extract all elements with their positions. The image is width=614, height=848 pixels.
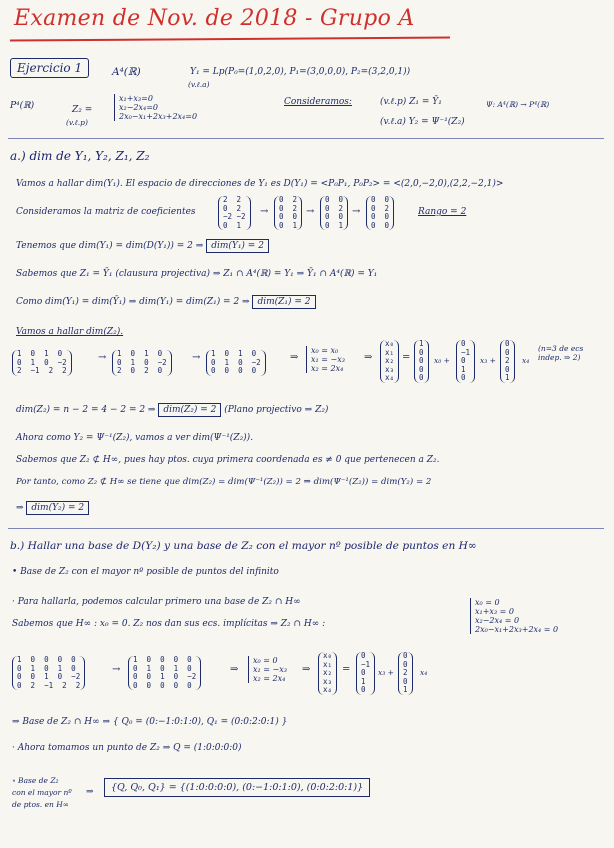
vector: 0 0 2 0 1 [500,340,515,383]
text-line: Vamos a hallar dim(Y₁). El espacio de direcciones de Y₁ es D(Y₁) = <P₀P₁, P₀P₂> = <(2,0,−2,0),(2,2,−2,1)> [16,179,504,189]
vector: x₀ x₁ x₂ x₃ x₄ [380,340,399,383]
coefficient: x₄ [420,668,428,677]
divider [8,528,604,529]
matrix: 1 0 1 0 0 1 0 −2 2 0 2 0 [112,350,172,376]
result-box: dim(Z₁) = 2 [252,295,315,309]
text-line: Sabemos que H∞ : x₀ = 0. Z₂ nos dan sus ecs. implícitas ⇒ Z₂ ∩ H∞ : [12,619,326,629]
rango-note: Rango = 2 [418,207,467,217]
equation: x₂−2x₄ = 0 [475,616,520,625]
title-underline [10,36,450,41]
consideramos-line-2: (v.ℓ.a) Y₂ = Ψ⁻¹(Z₂) [380,117,465,127]
equation: x₁+x₃=0 [119,94,153,103]
text-line: Vamos a hallar dim(Z₂). [16,327,124,337]
coefficient: x₃ + [378,668,394,677]
text-line: Consideramos la matriz de coeficientes [16,207,196,217]
matrix: 0 0 0 2 0 0 0 1 [320,196,348,230]
text-line: Por tanto, como Z₂ ⊄ H∞ se tiene que dim(Z₂) = dim(Ψ⁻¹(Z₂)) = 2 ⇒ dim(Ψ⁻¹(Z₂)) = dim(Y₂) = 2 [16,477,432,487]
arrow-icon: → [260,206,269,217]
consideramos-label: Consideramos: [284,97,352,107]
vector: 0 0 2 0 1 [398,652,413,695]
implies-icon: ⇒ [290,352,299,363]
coefficient: x₃ + [480,356,496,365]
vector: 1 0 0 0 0 [414,340,429,383]
vector: 0 −1 0 1 0 [456,340,475,383]
ejercicio-label: Ejercicio 1 [10,62,89,75]
result-box: dim(Y₁) = 2 [206,239,269,253]
matrix: 1 0 1 0 0 1 0 −2 0 0 0 0 [206,350,266,376]
matrix: 2 2 0 2 −2 −2 0 1 [218,196,251,230]
projective-space: P⁴(ℝ) [10,101,35,111]
vector: 0 −1 0 1 0 [356,652,375,695]
base-param-equations [248,656,287,683]
text-line: Ahora como Y₂ = Ψ⁻¹(Z₂), vamos a ver dim(Ψ⁻¹(Z₂)). [16,433,254,443]
matrix: 0 2 0 2 0 0 0 1 [274,196,302,230]
matrix: 1 0 0 0 0 0 1 0 1 0 0 0 1 0 −2 0 2 −1 2 2 [12,656,85,690]
implies-icon: ⇒ [302,664,311,675]
equation: x₂ = 2x₄ [253,674,286,683]
z2-kind: (v.ℓ.p) [66,118,88,127]
arrow-icon: → [112,664,121,675]
hinf-equations [470,598,558,634]
part-a-heading: a.) dim de Y₁, Y₂, Z₁, Z₂ [10,149,150,163]
y1-definition: Y₁ = Lp(P₀=(1,0,2,0), P₁=(3,0,0,0), P₂=(3,2,0,1)) [190,67,411,77]
result-box: dim(Y₂) = 2 [26,501,89,515]
equation: x₀ = 0 [475,598,500,607]
equation: x₁+x₃ = 0 [475,607,515,616]
text-line: dim(Z₂) = n − 2 = 4 − 2 = 2 ⇒ dim(Z₂) = 2 (Plano projectivo ⇒ Z₂) [16,405,329,415]
z2-equations [114,94,197,121]
equation: x₁ = −x₃ [311,355,345,364]
annotation: (n=3 de ecs indep. ⇒ 2) [538,344,584,362]
arrow-icon: → [352,206,361,217]
implies-icon: ⇒ [364,352,373,363]
matrix: 0 0 0 2 0 0 0 0 [366,196,394,230]
text-line: Sabemos que Z₁ = Ȳ₁ (clausura projectiva) ⇒ Z₁ ∩ A⁴(ℝ) = Y₁ ⇒ Ȳ₁ ∩ A⁴(ℝ) = Y₁ [16,269,378,279]
arrow-icon: → [98,352,107,363]
affine-space: A⁴(ℝ) [112,66,141,78]
text-line: Tenemos que dim(Y₁) = dim(D(Y₁)) = 2 ⇒ dim(Y₁) = 2 [16,240,269,252]
arrow-icon: → [306,206,315,217]
text-line: ⇒ dim(Y₂) = 2 [16,502,89,514]
divider [8,138,604,139]
final-base-box: {Q, Q₀, Q₁} = {(1:0:0:0:0), (0:−1:0:1:0), (0:0:2:0:1)} [104,782,370,794]
vector: x₀ x₁ x₂ x₃ x₄ [318,652,337,695]
equals-sign: = [402,352,411,363]
text-line: • Base de Z₂ con el mayor nº posible de puntos del infinito [12,567,279,577]
result-box: dim(Z₂) = 2 [158,403,221,417]
z2-param-equations [306,346,345,373]
equation: 2x₀−x₁+2x₃+2x₄ = 0 [475,625,559,634]
z2-label: Z₂ = [72,105,93,115]
coefficient: x₄ [522,356,530,365]
text-line: ⇒ Base de Z₂ ∩ H∞ ⇒ { Q₀ = (0:−1:0:1:0), Q₁ = (0:0:2:0:1) } [12,717,288,727]
consideramos-line-1: (v.ℓ.p) Z₁ = Ȳ₁ [380,97,442,107]
text-line: con el mayor nº [12,788,72,797]
text-line: ∘ Base de Z₂ [12,776,59,785]
equation: x₀ = x₀ [311,346,339,355]
page-title: Examen de Nov. de 2018 - Grupo A [14,6,415,31]
phi-map: Ψ: A⁴(ℝ) → P⁴(ℝ) [486,100,550,109]
equation: x₁ = −x₃ [253,665,287,674]
matrix: 1 0 0 0 0 0 1 0 1 0 0 0 1 0 −2 0 0 0 0 0 [128,656,201,690]
text-line: · Para hallarla, podemos calcular primero una base de Z₂ ∩ H∞ [12,597,301,607]
equation: x₀ = 0 [253,656,278,665]
equation: 2x₀−x₁+2x₃+2x₄=0 [119,112,198,121]
arrow-icon: → [192,352,201,363]
matrix: 1 0 1 0 0 1 0 −2 2 −1 2 2 [12,350,72,376]
text-line: Como dim(Y₁) = dim(Ȳ₁) ⇒ dim(Y₁) = dim(Z₁) = 2 ⇒ dim(Z₁) = 2 [16,296,316,308]
equation: x₂−2x₄=0 [119,103,159,112]
text-line: Sabemos que Z₂ ⊄ H∞, pues hay ptos. cuya primera coordenada es ≠ 0 que pertenecen a Z₂. [16,455,440,465]
text-line: de ptos. en H∞ [12,800,70,809]
implies-icon: ⇒ [86,787,94,797]
text-line: · Ahora tomamos un punto de Z₂ ⇒ Q = (1:0:0:0:0) [12,743,242,753]
coefficient: x₀ + [434,356,450,365]
equals-sign: = [342,664,351,675]
y1-kind: (v.ℓ.a) [188,80,210,89]
equation: x₂ = 2x₄ [311,364,344,373]
implies-icon: ⇒ [230,664,239,675]
part-b-heading: b.) Hallar una base de D(Y₂) y una base de Z₂ con el mayor nº posible de puntos en H∞ [10,540,477,552]
